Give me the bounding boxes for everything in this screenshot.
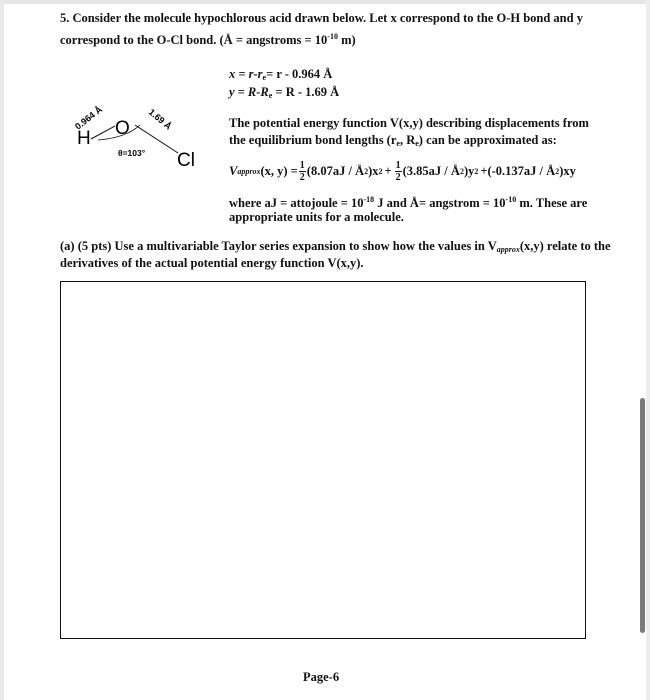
atom-cl: Cl	[177, 150, 195, 171]
hocl-molecule-diagram	[74, 92, 224, 192]
eq-term-2-end: )y	[463, 163, 475, 178]
potential-sub-2: e	[415, 139, 419, 148]
eq-half-2-den: 2	[395, 171, 401, 183]
potential-line-1	[229, 115, 589, 131]
question-text-2: correspond to the O-Cl bond. (Å = angstroms = 10	[60, 33, 328, 47]
molecule-svg	[74, 92, 224, 192]
question-line-1	[60, 10, 583, 26]
part-a-text-1-end: (x,y) relate to the	[519, 239, 611, 253]
ocl-length-label: 1.69 Å	[146, 106, 174, 132]
question-line-2	[60, 29, 356, 48]
eq-term-2: (3.85aJ / Å	[402, 163, 460, 178]
x-def-text: x = r-r	[229, 67, 263, 81]
eq-half-1-num: 1	[299, 159, 305, 171]
potential-text-2-mid: , R	[399, 133, 416, 147]
y-def-text: y = R-R	[229, 85, 269, 99]
page-frame-right	[646, 0, 650, 700]
potential-text-2-start: the equilibrium bond lengths (r	[229, 133, 397, 147]
page-frame-top	[0, 0, 650, 4]
part-a-sub: approx	[496, 245, 520, 254]
eq-plus: +	[384, 163, 392, 178]
x-def-rest: = r - 0.964 Å	[266, 67, 333, 81]
atom-h: H	[77, 128, 91, 149]
potential-text-1: The potential energy function V(x,y) describing displacements from	[229, 116, 589, 130]
eq-half-1-den: 2	[299, 171, 305, 183]
eq-term-2-var-sq: 2	[474, 166, 479, 176]
potential-line-2	[229, 132, 557, 152]
x-def-sub: e	[262, 73, 267, 82]
eq-term-1-var-sq: 2	[378, 166, 383, 176]
page-number: Page-6	[303, 670, 340, 684]
part-a-line-2	[60, 255, 364, 271]
answer-box[interactable]	[60, 281, 586, 639]
eq-term-1-sq: 2	[364, 166, 369, 176]
eq-term-3: +(-0.137aJ / Å	[480, 163, 556, 178]
potential-text-2-end: ) can be approximated as:	[418, 133, 557, 147]
question-text-2-end: m)	[337, 33, 356, 47]
y-def-sub: e	[268, 91, 273, 100]
scrollbar-thumb[interactable]	[640, 398, 645, 633]
eq-lhs: V	[229, 163, 238, 178]
units-line-2	[229, 209, 404, 225]
eq-term-3-end: )xy	[559, 163, 576, 178]
units-text-1: where aJ = attojoule = 10	[229, 196, 364, 210]
x-definition	[229, 66, 332, 86]
eq-term-3-sq: 2	[555, 166, 560, 176]
units-exp-1: -18	[363, 195, 375, 204]
part-a-text-2: derivatives of the actual potential energy function V(x,y).	[60, 256, 364, 270]
units-exp-2: -10	[505, 195, 517, 204]
eq-lhs-sub: approx	[237, 166, 261, 176]
eq-args: (x, y) =	[260, 163, 298, 178]
units-text-end: m. These are	[516, 196, 588, 210]
part-a-text-1: (a) (5 pts) Use a multivariable Taylor series expansion to show how the values in V	[60, 239, 497, 253]
oh-length-label: 0.964 Å	[74, 104, 105, 132]
units-text-mid: J and Å= angstrom = 10	[374, 196, 506, 210]
oh-bond-line	[91, 126, 115, 139]
vapprox-equation	[229, 156, 576, 186]
question-text-1: 5. Consider the molecule hypochlorous acid drawn below. Let x correspond to the O-H bond and y	[60, 11, 583, 25]
eq-half-2-num: 1	[395, 159, 401, 171]
eq-term-2-sq: 2	[459, 166, 464, 176]
y-def-rest: = R - 1.69 Å	[272, 85, 340, 99]
units-text-2: appropriate units for a molecule.	[229, 210, 404, 224]
potential-sub-1: e	[396, 139, 400, 148]
eq-half-2	[395, 160, 402, 183]
page-frame-left	[0, 0, 4, 700]
eq-term-1: (8.07aJ / Å	[306, 163, 365, 178]
question-exponent: -10	[327, 32, 338, 41]
eq-term-1-end: )x	[368, 163, 379, 178]
y-definition	[229, 84, 339, 104]
atom-o: O	[115, 118, 130, 139]
eq-half-1	[299, 160, 306, 183]
angle-label: θ=103°	[118, 148, 146, 158]
